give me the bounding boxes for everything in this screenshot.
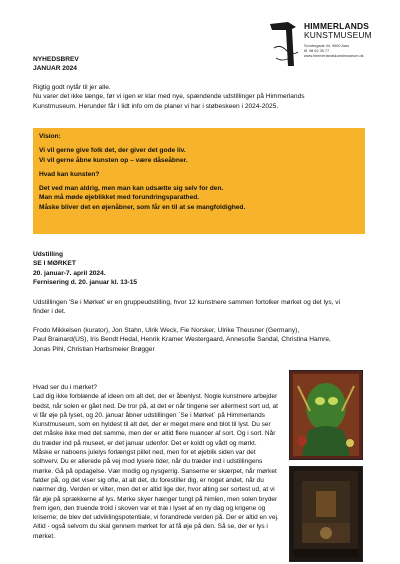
intro-line: Nu varer det ikke længe, før vi igen er klar med nye, spændende udstillinger på Himmerlands <box>33 93 305 101</box>
article-heading: Hvad ser du i mørket? <box>33 384 97 391</box>
vision-question: Hvad kan kunsten? <box>39 170 100 178</box>
article-line: mørke. Gå på opdagelse. Vær modig og nysgerrig. Sanserne er skærpet, når mørket <box>33 467 277 475</box>
description-line: finder i det. <box>33 308 66 316</box>
logo-web-line: www.himmerlandskunstmuseum.dk <box>304 53 364 58</box>
vision-line: Vi vil gerne give folk det, der giver det gode liv. <box>39 147 186 155</box>
logo-name-line1: HIMMERLANDS <box>304 21 370 31</box>
artist-list <box>33 326 383 354</box>
article-line: Lad dig ikke forblænde af ideen om alt det, der er åbenlyst. Nogle kunstnere arbejder <box>33 393 278 401</box>
exhibition-title: SE I MØRKET <box>33 260 76 268</box>
article-line: falder på, og det viser sig ofte, at alt det, du forestiller dig, er noget andet, når du <box>33 476 264 484</box>
article-line: kriserne; de blev det udviklingspotentiale, vi forandrede verden på. Der er altid en vej. <box>33 514 279 522</box>
article-line: solhverv. Du er allerede på vej mod lysere tider, når du træder ind i udstillingens <box>33 458 263 466</box>
article-line: det måske ikke med det samme, men der er altid flere nuancer af sort. Og i sort. Når <box>33 430 276 438</box>
logo-address-line: Sondergade 44, 9600 Aars <box>304 44 350 48</box>
article-line: Altid - også selvom du skal gennem mørket for at få øje på den. Så se, der er lys i <box>33 523 268 531</box>
exhibition-dates: 20. januar-7. april 2024. <box>33 269 106 277</box>
logo-name-line2: KUNSTMUSEUM <box>304 30 372 41</box>
article-line: nærmer dig. Verden er vilter, men det er altid lige der, hvor alting ser sortest ud, at vi <box>33 486 275 494</box>
newsletter-heading <box>33 55 79 74</box>
logo-phone-line: tlf. 98 62 35 77 <box>304 48 330 53</box>
article-line: mørket. <box>33 532 56 540</box>
article-line: frem igen, den truende trold i skoven var et træ i lyset af en ny dag og krigene og <box>33 504 266 512</box>
artist-line: Frodo Mikkelsen (kurator), Jon Stahn, Ulrik Weck, Fie Norsker, Ulrike Theusner (Germany), <box>33 327 300 334</box>
painting-dark-interior-image <box>290 467 362 561</box>
vision-title: Vision: <box>39 133 61 140</box>
vision-line: Man må møde øjeblikket med forundringsparathed. <box>39 194 200 202</box>
vision-box <box>33 128 365 234</box>
intro-text <box>33 83 383 111</box>
vision-line: Måske bliver det en øjenåbner, som får en til at se mangfoldighed. <box>39 203 246 211</box>
exhibition-description <box>33 298 383 317</box>
article-line: Måske er naboens julelys forlængst pillet ned, men for et øjeblik siden var det <box>33 449 256 457</box>
exhibition-label: Udstilling <box>33 251 64 258</box>
newsletter-date: JANUAR 2024 <box>33 65 77 73</box>
painting-dark-interior <box>289 466 363 562</box>
logo-mark-icon <box>266 18 302 68</box>
intro-line: Kunstmuseum. Herunder får I lidt info om de planer vi har i støbeskeen i 2024-2025. <box>33 102 279 110</box>
description-line: Udstillingen 'Se i Mørket' er en gruppeudstilling, hvor 12 kunstnere sammen fortolker mørket og det lys, vi <box>33 299 341 306</box>
vision-line: Det ved man aldrig, men man kan udsætte sig selv for den. <box>39 185 224 193</box>
intro-line: Rigtig godt nytår til jer alle. <box>33 84 111 91</box>
artist-line: Paul Brainard(US), Iris Bendt Hedal, Henrik Kramer Westergaard, Annesofie Sandal, Christina Hamre, <box>33 336 331 344</box>
newsletter-title: NYHEDSBREV <box>33 56 79 63</box>
artist-line: Jonas Pihl, Christian Harbsmeier Brøgger <box>33 345 155 353</box>
article-line: du træder ind på museet, er det januar udenfor. Det er koldt og vådt og mørkt. <box>33 439 257 447</box>
painting-green-figure-image <box>290 371 362 459</box>
article-line: vi får øje på lyset, og 20. januar åbner udstillingen `Se i Mørket` på Himmerlands <box>33 411 265 419</box>
article-line: bedst, når solen er gået ned. De tror på, at det er når tingene ser allermest sort ud, at <box>33 402 278 410</box>
vision-line: Vi vil gerne åbne kunsten op – være dåseåbner. <box>39 156 188 164</box>
exhibition-opening: Fernisering d. 20. januar kl. 13-15 <box>33 278 138 286</box>
article-line: Kunstmuseum, som en hyldest til alt det, der er meget mere end blot til lyst. Du ser <box>33 421 271 429</box>
exhibition-header <box>33 250 137 287</box>
article-line: får øje på sprækkerne af lys. Mørke skyer hænger tungt på himlen, men solen bryder <box>33 495 278 503</box>
painting-green-figure <box>289 370 363 460</box>
